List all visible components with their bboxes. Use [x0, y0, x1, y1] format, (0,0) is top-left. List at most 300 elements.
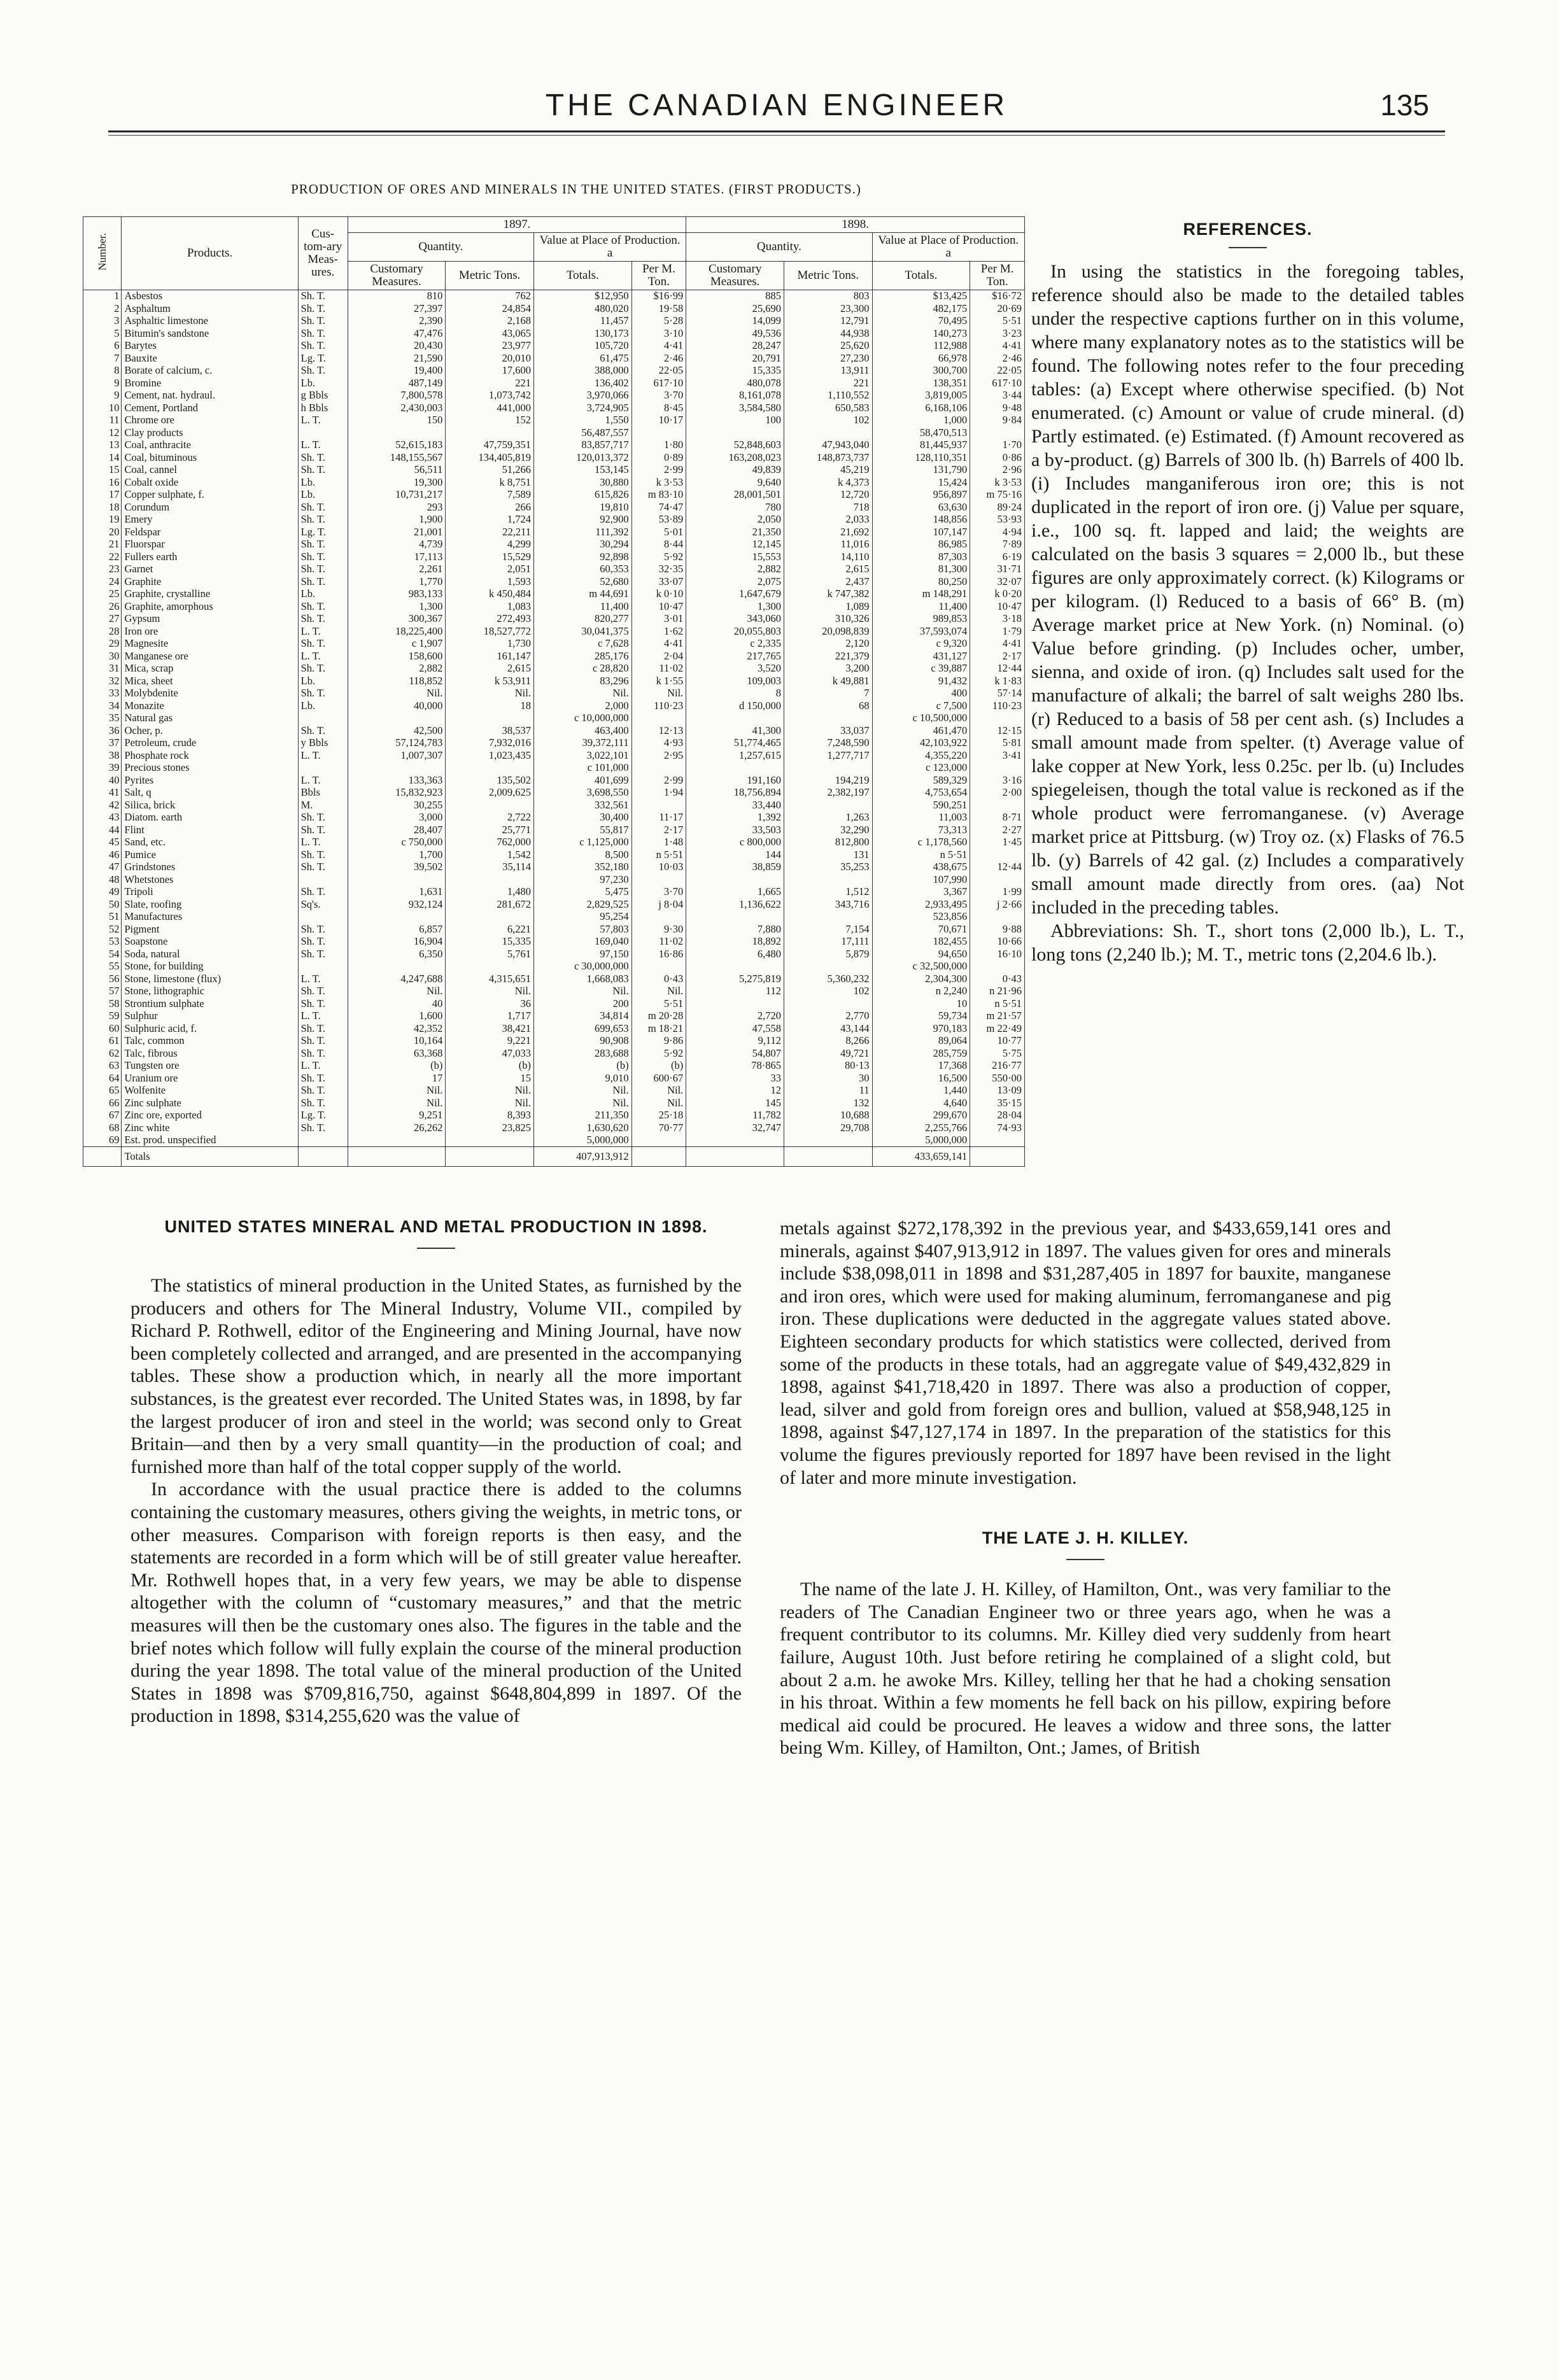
cell-pt97 [631, 799, 686, 812]
article-paragraph: The statistics of mineral production in the United States, as furnished by the producers and others for The Mineral Industry, Volume VII., compiled by Richard P. Rothwell, editor of the Engineering and Mining Journal, have now been completely collected and arranged, and are presented in the accompanying tables. These show a production which, in nearly all the more important substances, is the greatest ever recorded. The United States was, in 1898, by far the largest producer of iron and steel in the world; was second only to Great Britain—and then by a very small quantity—in the production of coal; and furnished more than half of the total copper supply of the world. [131, 1275, 742, 1477]
cell-measure: Sh. T. [298, 638, 348, 651]
cell-qc97: 26,262 [348, 1122, 446, 1134]
cell-pt98 [970, 873, 1025, 886]
table-row [83, 985, 1025, 998]
cell-qm98: 343,716 [784, 898, 872, 911]
cell-pt97: Nil. [631, 1097, 686, 1109]
table-row [83, 451, 1025, 464]
cell-pt98: $16·72 [970, 290, 1025, 302]
cell-measure: Bbls [298, 787, 348, 799]
cell-pt97: 0·43 [631, 973, 686, 985]
year-1898-header: 1898. [686, 217, 1025, 233]
cell-tot98: c 32,500,000 [872, 961, 970, 973]
cell-pt98: 550·00 [970, 1072, 1025, 1085]
value-1897-header: Value at Place of Production. a [533, 232, 686, 261]
cell-qc97: 2,390 [348, 315, 446, 328]
cell-measure: Sh. T. [298, 886, 348, 899]
table-row [83, 539, 1025, 551]
cell-measure: Sh. T. [298, 812, 348, 824]
table-row [83, 836, 1025, 849]
cell-no: 7 [83, 352, 122, 365]
cell-no: 22 [83, 551, 122, 563]
cell-product: Zinc ore, exported [122, 1109, 298, 1122]
table-row [83, 663, 1025, 675]
cell-qm97 [446, 762, 534, 775]
cell-qm97 [446, 426, 534, 439]
table-row [83, 340, 1025, 353]
cell-measure: Sh. T. [298, 1085, 348, 1097]
cell-tot97: 136,402 [533, 377, 631, 390]
cell-qm98: 21,692 [784, 526, 872, 539]
cell-no: 59 [83, 1010, 122, 1023]
cell-qc98: 7,880 [686, 923, 784, 936]
cell-measure: Lb. [298, 675, 348, 687]
cell-qc97: 28,407 [348, 824, 446, 836]
cell-qm97: 47,759,351 [446, 439, 534, 452]
cell-pt97: 1·94 [631, 787, 686, 799]
cell-pt97: 2·95 [631, 749, 686, 762]
cell-qm98: 12,791 [784, 315, 872, 328]
cell-qc97: 1,770 [348, 575, 446, 588]
cell-qm98: 27,230 [784, 352, 872, 365]
cell-qm97: 51,266 [446, 464, 534, 477]
cell-tot97: 615,826 [533, 489, 631, 502]
cell-pt98 [970, 426, 1025, 439]
cell-measure: L. T. [298, 625, 348, 638]
cell-tot98: c 7,500 [872, 700, 970, 712]
table-row [83, 476, 1025, 489]
cell-product: Soda, natural [122, 948, 298, 961]
cell-measure: Lg. T. [298, 1109, 348, 1122]
cell-qc97: 57,124,783 [348, 737, 446, 750]
cell-tot98: c 1,178,560 [872, 836, 970, 849]
cell-tot97: 11,400 [533, 600, 631, 613]
table-row [83, 973, 1025, 985]
cell-pt97: k 0·10 [631, 588, 686, 601]
cell-tot97: c 101,000 [533, 762, 631, 775]
cell-pt97: 2·17 [631, 824, 686, 836]
table-row [83, 787, 1025, 799]
cell-pt97: 10·03 [631, 861, 686, 874]
cell-qm98: 1,512 [784, 886, 872, 899]
cell-measure: Lb. [298, 377, 348, 390]
cell-no: 1 [83, 290, 122, 302]
cell-pt98 [970, 799, 1025, 812]
cell-qm98: 3,200 [784, 663, 872, 675]
cell-pt98: 9·88 [970, 923, 1025, 936]
cell-pt97: 4·41 [631, 340, 686, 353]
cell-qm97 [446, 961, 534, 973]
cell-product: Precious stones [122, 762, 298, 775]
cell-tot98: 80,250 [872, 575, 970, 588]
cell-tot97: 130,173 [533, 327, 631, 340]
cell-qm97: 15,335 [446, 936, 534, 948]
table-row [83, 936, 1025, 948]
table-row [83, 290, 1025, 302]
cell-pt98: k 3·53 [970, 476, 1025, 489]
cell-pt97 [631, 712, 686, 725]
article-title-killey: THE LATE J. H. KILLEY. [982, 1528, 1189, 1548]
cell-tot98: 140,273 [872, 327, 970, 340]
cell-qm97: 4,299 [446, 539, 534, 551]
cell-tot98: 3,367 [872, 886, 970, 899]
cell-tot98: 4,753,654 [872, 787, 970, 799]
cell-tot98: 989,853 [872, 613, 970, 626]
cell-tot97: 5,000,000 [533, 1134, 631, 1147]
cell-qc98: 51,774,465 [686, 737, 784, 750]
cell-tot97: 480,020 [533, 302, 631, 315]
cell-qm98: 14,110 [784, 551, 872, 563]
cell-pt98: 5·51 [970, 315, 1025, 328]
cell-qm97: 36 [446, 997, 534, 1010]
cell-tot97: m 44,691 [533, 588, 631, 601]
cell-qm98: 2,615 [784, 563, 872, 576]
cell-product: Gypsum [122, 613, 298, 626]
cell-no: 6 [83, 340, 122, 353]
cell-pt98: n 5·51 [970, 997, 1025, 1010]
cell-pt97: 4·93 [631, 737, 686, 750]
cell-qm97: 17,600 [446, 365, 534, 377]
perton-1897-header: Per M. Ton. [631, 261, 686, 290]
cell-product: Phosphate rock [122, 749, 298, 762]
cell-product: Corundum [122, 501, 298, 514]
cell-product: Chrome ore [122, 414, 298, 427]
cell-qm98: 13,911 [784, 365, 872, 377]
cell-pt98: 3·44 [970, 390, 1025, 402]
cell-qc98 [686, 762, 784, 775]
cell-qc97: 15,832,923 [348, 787, 446, 799]
cell-qm97: Nil. [446, 985, 534, 998]
cell-qm97: 5,761 [446, 948, 534, 961]
cell-pt98: 89·24 [970, 501, 1025, 514]
cell-measure: Sh. T. [298, 1022, 348, 1035]
cell-pt98: n 21·96 [970, 985, 1025, 998]
cell-tot98: c 123,000 [872, 762, 970, 775]
cell-pt97: k 3·53 [631, 476, 686, 489]
cell-pt98: 22·05 [970, 365, 1025, 377]
cell-pt97: 5·92 [631, 1047, 686, 1060]
cell-qm98: 148,873,737 [784, 451, 872, 464]
cell-pt98: 74·93 [970, 1122, 1025, 1134]
cell-qm98 [784, 961, 872, 973]
title-dash [1066, 1559, 1104, 1560]
cell-qc97: 10,731,217 [348, 489, 446, 502]
cell-measure [298, 712, 348, 725]
cell-qm97: 15,529 [446, 551, 534, 563]
cell-no: 27 [83, 613, 122, 626]
cell-tot97: 92,898 [533, 551, 631, 563]
cell-measure: Sh. T. [298, 563, 348, 576]
cell-qm98: 68 [784, 700, 872, 712]
cell-pt98: 10·77 [970, 1035, 1025, 1048]
table-row [83, 724, 1025, 737]
cell-pt97 [631, 873, 686, 886]
table-row [83, 551, 1025, 563]
cell-measure: Lg. T. [298, 352, 348, 365]
cell-qc98: 144 [686, 848, 784, 861]
table-row [83, 1072, 1025, 1085]
cell-no: 39 [83, 762, 122, 775]
cell-tot98: 5,000,000 [872, 1134, 970, 1147]
cell-pt98: 4·94 [970, 526, 1025, 539]
cell-qc97: 47,476 [348, 327, 446, 340]
cell-qc98: 33,440 [686, 799, 784, 812]
cell-qm98: 7,248,590 [784, 737, 872, 750]
cell-measure: L. T. [298, 650, 348, 663]
cell-qc97: 300,367 [348, 613, 446, 626]
cell-qm98: 32,290 [784, 824, 872, 836]
cell-pt98: 5·81 [970, 737, 1025, 750]
cell-no: 19 [83, 514, 122, 526]
cell-qm98 [784, 762, 872, 775]
cell-pt97: 3·01 [631, 613, 686, 626]
year-1897-header: 1897. [348, 217, 686, 233]
cell-qm97: 152 [446, 414, 534, 427]
cell-qm97: 18 [446, 700, 534, 712]
cell-tot98: 461,470 [872, 724, 970, 737]
cell-tot97: 39,372,111 [533, 737, 631, 750]
references-text: In using the statistics in the foregoing tables, reference should also be made to the detailed tables under the respective captions further on in this volume, where many explanatory notes as to the statistics will be found. The following notes refer to the four preceding tables: (a) Except where otherwise specified. (b) Not enumerated. (c) Amount or value of crude mineral. (d) Partly estimated. (e) Estimated. (f) Amount recovered as a by-product. (g) Barrels of 300 lb. (h) Barrels of 400 lb. (i) Includes manganiferous iron ore; this is not duplicated in the report of iron ore. (j) Value per square, i.e., 100 sq. ft. lapped and laid; the weights are calculated on the basis 3 squares = 2,000 lb., but these figures are only approximately correct. (k) Kilograms or per kilogram. (l) Reduced to a basis of 66° B. (m) Average market price at New York. (n) Nominal. (o) Value before grinding. (p) Includes ocher, umber, sienna, and oxide of iron. (q) Includes salt used for the manufacture of alkali; the barrel of salt weighs 280 lbs. (r) Reduced to a basis of 58 per cent ash. (s) Includes a small amount made from spelter. (t) Average value of lake copper at New York, less 0.25c. per lb. (u) Includes spiegeleisen, though the total value is reckoned as if the whole product were ferromanganese. (v) Average market price at Pittsburg. (w) Troy oz. (x) Flasks of 76.5 lb. (y) Barrels of 42 gal. (z) Includes a comparatively small amount made directly from ores. (aa) Not included in the preceding tables. [1031, 261, 1464, 918]
cell-tot97: 92,900 [533, 514, 631, 526]
cell-qm98: 44,938 [784, 327, 872, 340]
cell-pt97 [631, 911, 686, 924]
cell-pt98: 3·23 [970, 327, 1025, 340]
cell-qm97: 762 [446, 290, 534, 302]
cell-qc98: 28,247 [686, 340, 784, 353]
article-paragraph: In accordance with the usual practice there is added to the columns containing the customary measures, others giving the weights, in metric tons, or other measures. Comparison with foreign reports is then easy, and the statements are recorded in a form which will be of still greater value hereafter. Mr. Rothwell hopes that, in a very few years, we may be able to dispense altogether with the column of “customary measures,” and that the metric measures will then be the customary ones also. The figures in the table and the brief notes which follow will fully explain the course of the mineral production during the year 1898. The total value of the mineral production of the United States in 1898 was $709,816,750, against $648,804,899 in 1897. Of the production in 1898, $314,255,620 was the value of [131, 1479, 742, 1727]
cell-pt97: 5·28 [631, 315, 686, 328]
cell-pt98: 1·99 [970, 886, 1025, 899]
cell-tot98: m 148,291 [872, 588, 970, 601]
cell-qc98: 33,503 [686, 824, 784, 836]
cell-pt98: 12·44 [970, 663, 1025, 675]
cell-qm98: 8,266 [784, 1035, 872, 1048]
cell-qc97: 487,149 [348, 377, 446, 390]
cell-tot98: 299,670 [872, 1109, 970, 1122]
header-rule-thin [108, 135, 1445, 136]
table-row [83, 1097, 1025, 1109]
cell-qm97: 6,221 [446, 923, 534, 936]
cell-product: Fullers earth [122, 551, 298, 563]
cell-tot97: c 30,000,000 [533, 961, 631, 973]
cell-tot98: $13,425 [872, 290, 970, 302]
cell-pt98: 3·41 [970, 749, 1025, 762]
cell-pt98: 2·00 [970, 787, 1025, 799]
cell-qc97: 158,600 [348, 650, 446, 663]
cell-no: 67 [83, 1109, 122, 1122]
cell-tot98: c 10,500,000 [872, 712, 970, 725]
cell-tot98: 431,127 [872, 650, 970, 663]
cell-pt98 [970, 848, 1025, 861]
cell-qc97: 1,600 [348, 1010, 446, 1023]
cell-tot97: c 10,000,000 [533, 712, 631, 725]
cell-product: Strontium sulphate [122, 997, 298, 1010]
cell-pt97: Nil. [631, 1085, 686, 1097]
cell-tot98: 589,329 [872, 774, 970, 787]
cell-no: 40 [83, 774, 122, 787]
cell-tot98: 16,500 [872, 1072, 970, 1085]
perton-1898-header: Per M. Ton. [970, 261, 1025, 290]
cell-qm97: k 450,484 [446, 588, 534, 601]
table-row [83, 873, 1025, 886]
cell-qm97: k 53,911 [446, 675, 534, 687]
cell-no: 11 [83, 414, 122, 427]
cell-tot97: 3,698,550 [533, 787, 631, 799]
cell-qc98: 1,392 [686, 812, 784, 824]
table-row [83, 1134, 1025, 1147]
cell-measure [298, 961, 348, 973]
cell-qc98: 145 [686, 1097, 784, 1109]
cell-qm98: 33,037 [784, 724, 872, 737]
cell-no: 38 [83, 749, 122, 762]
cell-no: 49 [83, 886, 122, 899]
cell-tot98: 87,303 [872, 551, 970, 563]
cell-qm98: 221,379 [784, 650, 872, 663]
cell-no: 46 [83, 848, 122, 861]
cell-qm97: Nil. [446, 687, 534, 700]
table-row [83, 1022, 1025, 1035]
cell-measure: Sh. T. [298, 985, 348, 998]
cell-qm98 [784, 799, 872, 812]
cell-tot98: 2,255,766 [872, 1122, 970, 1134]
cell-tot97: 57,803 [533, 923, 631, 936]
cell-pt97: 3·10 [631, 327, 686, 340]
cell-tot97: Nil. [533, 687, 631, 700]
cell-qm97: 762,000 [446, 836, 534, 849]
cell-pt97: 25·18 [631, 1109, 686, 1122]
table-row [83, 848, 1025, 861]
cell-qm98: 2,120 [784, 638, 872, 651]
cell-product: Petroleum, crude [122, 737, 298, 750]
cell-product: Sulphur [122, 1010, 298, 1023]
cell-qm97: 1,480 [446, 886, 534, 899]
metric-1897-header: Metric Tons. [446, 261, 534, 290]
cell-pt97: 2·04 [631, 650, 686, 663]
table-row [83, 961, 1025, 973]
cell-product: Asphaltum [122, 302, 298, 315]
cell-qc97: c 750,000 [348, 836, 446, 849]
cell-qc97: 40 [348, 997, 446, 1010]
cell-tot97: 83,296 [533, 675, 631, 687]
cell-qc98 [686, 997, 784, 1010]
cell-qc97: Nil. [348, 985, 446, 998]
cell-measure: Lg. T. [298, 526, 348, 539]
cell-tot98: 438,675 [872, 861, 970, 874]
cell-tot97: 153,145 [533, 464, 631, 477]
cell-no: 30 [83, 650, 122, 663]
cell-qc98: 1,647,679 [686, 588, 784, 601]
cell-product: Clay products [122, 426, 298, 439]
cell-qc97: 42,500 [348, 724, 446, 737]
cell-product: Sand, etc. [122, 836, 298, 849]
cell-product: Mica, sheet [122, 675, 298, 687]
cell-pt98: 53·93 [970, 514, 1025, 526]
cell-product: Mica, scrap [122, 663, 298, 675]
cell-product: Graphite [122, 575, 298, 588]
cell-no: 13 [83, 439, 122, 452]
cell-measure: Sh. T. [298, 1035, 348, 1048]
table-row [83, 911, 1025, 924]
cell-tot97: c 28,820 [533, 663, 631, 675]
cell-tot97: 401,699 [533, 774, 631, 787]
cell-tot98: 1,440 [872, 1085, 970, 1097]
cell-pt97: 53·89 [631, 514, 686, 526]
cell-product: Cobalt oxide [122, 476, 298, 489]
cell-product: Bromine [122, 377, 298, 390]
cell-qm98: k 747,382 [784, 588, 872, 601]
cell-pt98: 12·44 [970, 861, 1025, 874]
cell-qc98: 2,720 [686, 1010, 784, 1023]
cell-no: 69 [83, 1134, 122, 1147]
cell-product: Soapstone [122, 936, 298, 948]
cell-tot98: 956,897 [872, 489, 970, 502]
table-row [83, 377, 1025, 390]
cell-qc97: 63,368 [348, 1047, 446, 1060]
cell-no: 34 [83, 700, 122, 712]
cell-pt97: 11·02 [631, 936, 686, 948]
cell-qm98: 17,111 [784, 936, 872, 948]
cell-pt98: 9·48 [970, 402, 1025, 414]
cell-product: Diatom. earth [122, 812, 298, 824]
cell-qc97: 19,400 [348, 365, 446, 377]
cell-tot98: 148,856 [872, 514, 970, 526]
cell-measure: Sh. T. [298, 997, 348, 1010]
cell-no: 56 [83, 973, 122, 985]
cell-measure: Sh. T. [298, 1047, 348, 1060]
cell-qm98: 5,360,232 [784, 973, 872, 985]
cell-tot97: 55,817 [533, 824, 631, 836]
cell-tot98: 107,990 [872, 873, 970, 886]
cell-measure: Sh. T. [298, 687, 348, 700]
cell-qm97: Nil. [446, 1097, 534, 1109]
cell-tot97: c 1,125,000 [533, 836, 631, 849]
cell-pt97: 5·51 [631, 997, 686, 1010]
cell-no: 35 [83, 712, 122, 725]
cell-no: 16 [83, 476, 122, 489]
cell-tot97: (b) [533, 1060, 631, 1073]
cell-no: 55 [83, 961, 122, 973]
cell-measure: Sh. T. [298, 514, 348, 526]
cell-tot97: Nil. [533, 985, 631, 998]
cell-measure: Sh. T. [298, 315, 348, 328]
cell-qc98: 49,536 [686, 327, 784, 340]
cell-tot98: 70,671 [872, 923, 970, 936]
cell-tot98: 89,064 [872, 1035, 970, 1048]
cell-qc97: 3,000 [348, 812, 446, 824]
cell-tot98: 81,445,937 [872, 439, 970, 452]
cell-tot98: 112,988 [872, 340, 970, 353]
cell-qm98: 132 [784, 1097, 872, 1109]
cell-tot97: c 7,628 [533, 638, 631, 651]
cell-qc97: 1,700 [348, 848, 446, 861]
cell-pt98: 617·10 [970, 377, 1025, 390]
cell-tot97: 52,680 [533, 575, 631, 588]
cell-qc97: 42,352 [348, 1022, 446, 1035]
cell-tot97: 19,810 [533, 501, 631, 514]
cell-product: Molybdenite [122, 687, 298, 700]
cell-pt97: 600·67 [631, 1072, 686, 1085]
cell-pt98: 7·89 [970, 539, 1025, 551]
cell-no: 10 [83, 402, 122, 414]
cell-product: Graphite, amorphous [122, 600, 298, 613]
cell-pt97: m 20·28 [631, 1010, 686, 1023]
cell-tot98: 482,175 [872, 302, 970, 315]
cell-qm98 [784, 997, 872, 1010]
cell-product: Pigment [122, 923, 298, 936]
cell-qc98: 41,300 [686, 724, 784, 737]
table-row [83, 588, 1025, 601]
cell-qc98: c 2,335 [686, 638, 784, 651]
